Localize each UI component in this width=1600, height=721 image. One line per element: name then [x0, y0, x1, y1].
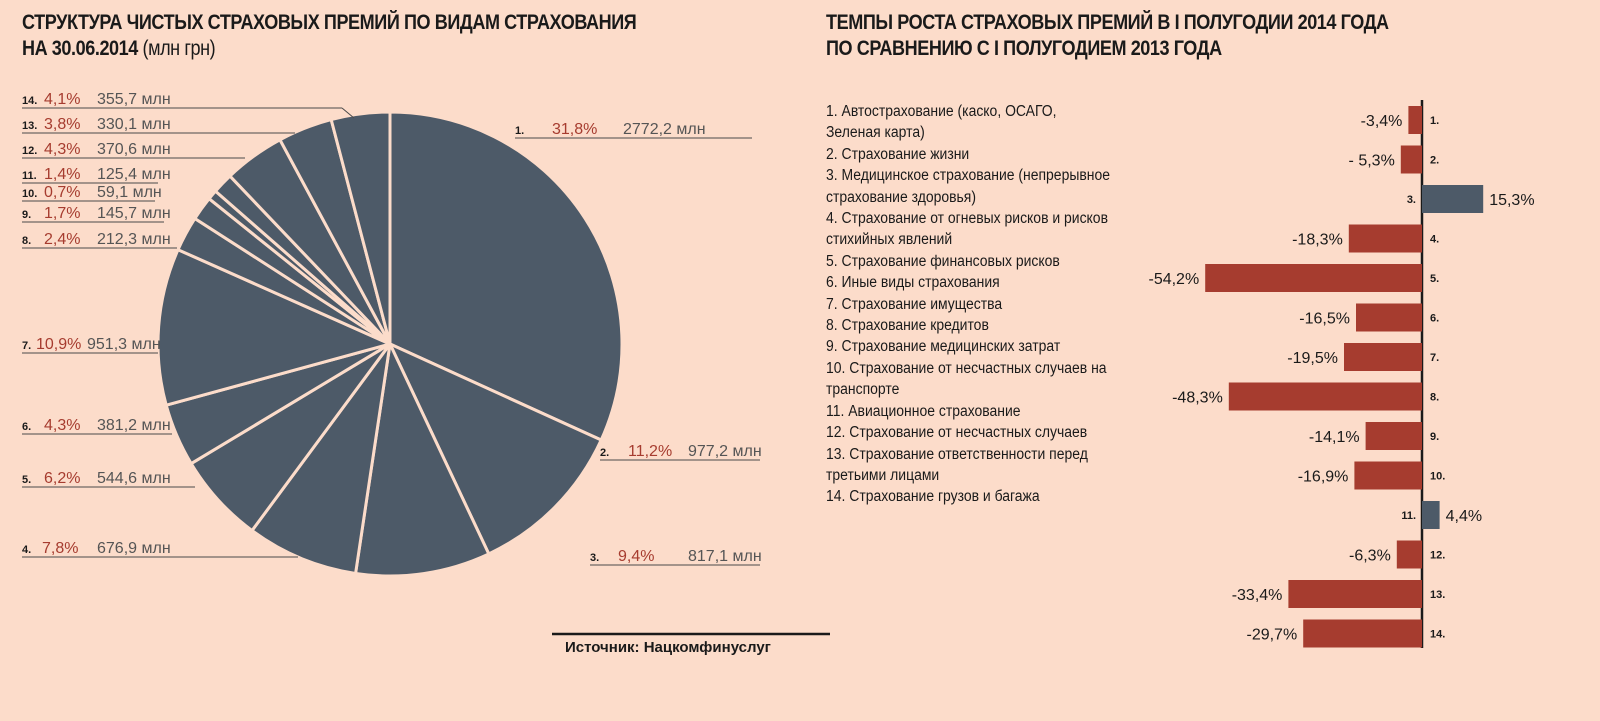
legend-item: 13. Страхование ответственности перед третьими лицами [826, 445, 1088, 484]
pie-slice-value: 125,4 млн [97, 166, 171, 183]
bar-9 [1366, 422, 1422, 450]
pie-slice-value: 2772,2 млн [623, 121, 706, 138]
bar-value-label: -29,7% [1246, 626, 1298, 644]
legend-item: 14. Страхование грузов и багажа [826, 488, 1040, 506]
pie-slice-percent: 31,8% [552, 121, 598, 138]
pie-slice-value: 59,1 млн [97, 184, 162, 201]
bar-5 [1205, 264, 1422, 292]
pie-slice-number: 2. [600, 447, 610, 459]
bar-3 [1422, 185, 1483, 213]
bar-value-label: 15,3% [1489, 192, 1535, 209]
pie-slice-percent: 4,3% [44, 141, 81, 158]
bar-value-label: -54,2% [1148, 271, 1200, 288]
pie-slice-value: 330,1 млн [97, 116, 171, 133]
bar-number: 1. [1430, 115, 1440, 127]
pie-slice-percent: 1,7% [44, 205, 81, 222]
legend-item: 7. Страхование имущества [826, 295, 1003, 313]
legend-item: 2. Страхование жизни [826, 145, 970, 163]
bar-13 [1288, 580, 1422, 608]
legend-item: 8. Страхование кредитов [826, 317, 989, 335]
bar-value-label: -33,4% [1231, 587, 1283, 604]
bar-number: 4. [1430, 233, 1440, 246]
bar-number: 11. [1401, 510, 1416, 522]
legend-item: 3. Медицинское страхование (непрерывное страхование здоровья) [826, 167, 1110, 206]
pie-slice-value: 676,9 млн [97, 540, 171, 557]
pie-slice-number: 14. [22, 95, 38, 107]
bar-number: 5. [1430, 273, 1440, 285]
bar-number: 13. [1430, 589, 1446, 601]
legend-item: 6. Иные виды страхования [826, 274, 1000, 292]
pie-slice-number: 11. [22, 170, 37, 182]
pie-slice-percent: 4,3% [44, 417, 81, 434]
pie-slice-number: 5. [22, 474, 32, 486]
pie-slice-number: 10. [22, 188, 38, 200]
legend-item: 11. Авиационное страхование [826, 402, 1021, 420]
legend-item: 9. Страхование медицинских затрат [826, 338, 1061, 356]
pie-slice-percent: 9,4% [618, 548, 655, 565]
bar-title-line1: ТЕМПЫ РОСТА СТРАХОВЫХ ПРЕМИЙ В I ПОЛУГОДИИ 2014 ГОДА [826, 11, 1389, 34]
legend-item: 4. Страхование от огневых рисков и рисков стихийных явлений [826, 210, 1108, 249]
bar-14 [1303, 620, 1422, 648]
pie-slice-value: 212,3 млн [97, 231, 171, 248]
bar-8 [1229, 383, 1422, 411]
bar-title-line2: ПО СРАВНЕНИЮ С I ПОЛУГОДИЕМ 2013 ГОДА [826, 37, 1222, 60]
pie-slice-number: 4. [22, 544, 32, 556]
bar-value-label: - 5,3% [1348, 152, 1395, 170]
pie-slice-value: 817,1 млн [688, 548, 762, 565]
bar-number: 6. [1430, 312, 1440, 325]
pie-slice-percent: 2,4% [44, 231, 81, 248]
bar-6 [1356, 304, 1422, 332]
bar-2 [1401, 146, 1422, 174]
bar-7 [1344, 343, 1422, 371]
pie-slice-number: 13. [22, 120, 38, 132]
pie-title-line1: СТРУКТУРА ЧИСТЫХ СТРАХОВЫХ ПРЕМИЙ ПО ВИДАМ СТРАХОВАНИЯ [22, 11, 637, 34]
pie-slice-value: 544,6 млн [97, 470, 171, 487]
pie-slice-number: 1. [515, 125, 525, 137]
pie-slice-value: 355,7 млн [97, 91, 171, 108]
pie-slice-number: 8. [22, 235, 32, 247]
pie-slice-percent: 11,2% [628, 443, 673, 460]
bar-number: 12. [1430, 549, 1446, 562]
bar-value-label: -16,9% [1297, 468, 1349, 486]
pie-chart [158, 112, 622, 576]
legend-item: 1. Автострахование (каско, ОСАГО, Зеленая карта) [826, 103, 1057, 142]
bar-11 [1422, 501, 1440, 529]
pie-slice-value: 977,2 млн [688, 443, 762, 460]
bar-value-label: 4,4% [1445, 508, 1483, 525]
pie-slice-percent: 0,7% [44, 184, 81, 201]
bar-1 [1408, 106, 1422, 134]
bar-value-label: -18,3% [1292, 231, 1343, 249]
pie-title-unit: (млн грн) [142, 37, 216, 60]
legend-item: 5. Страхование финансовых рисков [826, 252, 1060, 270]
pie-slice-percent: 7,8% [42, 540, 79, 557]
legend-item: 10. Страхование от несчастных случаев на транспорте [826, 359, 1107, 399]
bar-number: 10. [1430, 470, 1446, 483]
legend-item: 12. Страхование от несчастных случаев [826, 424, 1088, 442]
pie-slice-value: 951,3 млн [87, 336, 161, 353]
bar-number: 9. [1430, 431, 1440, 443]
pie-slice-number: 6. [22, 421, 32, 433]
pie-slice-value: 381,2 млн [97, 417, 171, 434]
bar-value-label: -3,4% [1360, 113, 1403, 130]
pie-slice-number: 12. [22, 145, 38, 157]
pie-slice-value: 370,6 млн [97, 141, 171, 158]
bar-value-label: -48,3% [1172, 389, 1223, 407]
bar-number: 7. [1430, 352, 1440, 364]
source-note: Источник: Нацкомфинуслуг [565, 639, 771, 656]
bar-number: 14. [1430, 628, 1446, 641]
pie-slice-number: 7. [22, 340, 32, 352]
pie-slice-number: 3. [590, 552, 600, 564]
bar-value-label: -14,1% [1308, 429, 1360, 446]
bar-number: 3. [1406, 194, 1416, 206]
pie-slice-percent: 4,1% [44, 91, 81, 108]
pie-slice-percent: 3,8% [44, 116, 81, 133]
bar-number: 2. [1430, 154, 1440, 167]
bar-number: 8. [1430, 391, 1440, 404]
bar-chart [1148, 100, 1534, 648]
bar-4 [1349, 225, 1422, 253]
bar-value-label: -6,3% [1349, 547, 1391, 565]
pie-slice-number: 9. [22, 209, 32, 221]
bar-10 [1354, 462, 1422, 490]
pie-slice-value: 145,7 млн [97, 205, 171, 222]
bar-value-label: -16,5% [1299, 310, 1350, 328]
pie-slice-percent: 6,2% [44, 470, 81, 487]
pie-slice-percent: 10,9% [36, 336, 82, 353]
pie-title-date: НА 30.06.2014 [22, 37, 138, 60]
bar-value-label: -19,5% [1287, 350, 1338, 367]
pie-slice-percent: 1,4% [44, 166, 81, 183]
bar-12 [1397, 541, 1422, 569]
